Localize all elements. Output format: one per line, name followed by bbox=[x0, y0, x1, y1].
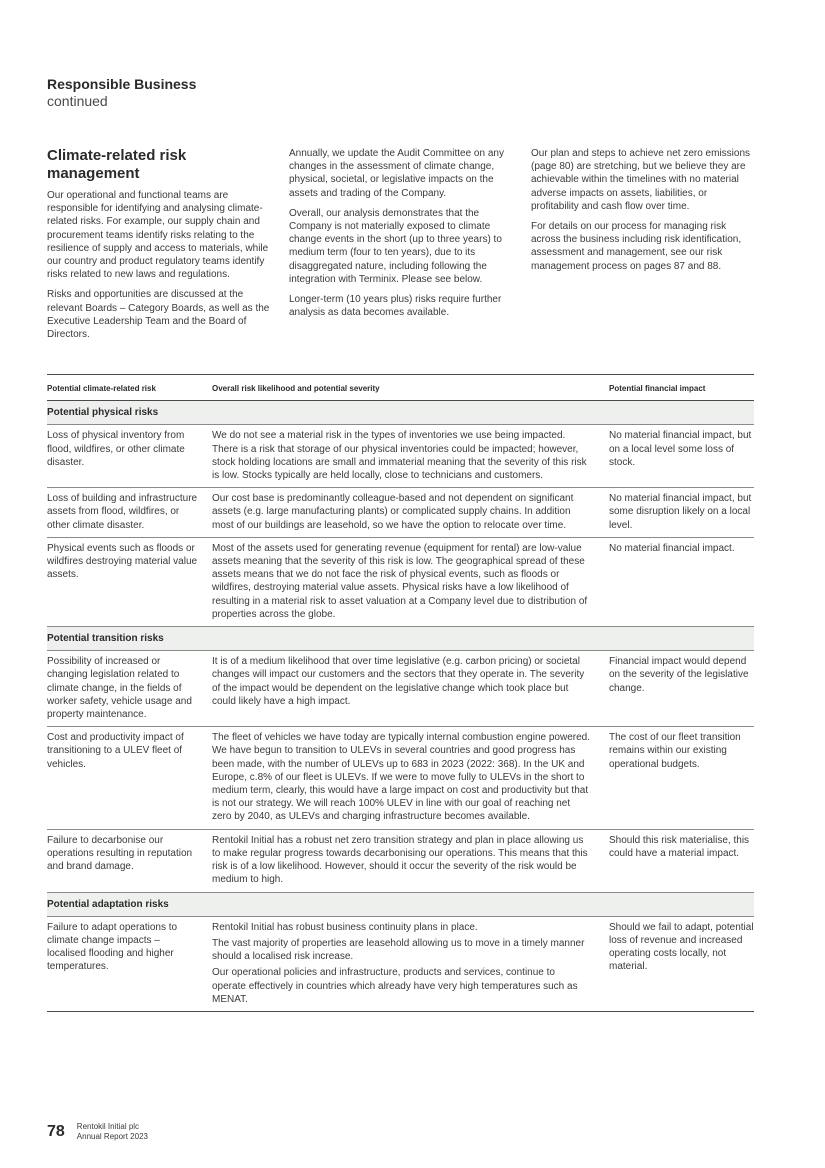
intro-column-2 bbox=[289, 147, 509, 326]
column-header-impact: Potential financial impact bbox=[609, 375, 754, 401]
paragraph: Overall, our analysis demonstrates that the Company is not materially exposed to climate change events in the short (up to three years) to medium term (four to ten years), due to its disaggregated nature, including following the integration with Terminix. Please see below. bbox=[289, 207, 502, 285]
impact-cell: Should we fail to adapt, potential loss of revenue and increased operating costs locally, not material. bbox=[609, 916, 754, 1011]
category-row-adaptation bbox=[47, 892, 754, 916]
severity-paragraph: Our operational policies and infrastructure, products and services, continue to operate effectively in countries which already have very high temperatures such as MENAT. bbox=[212, 967, 578, 1005]
category-label: Potential physical risks bbox=[47, 401, 754, 425]
climate-risk-table bbox=[47, 374, 754, 1012]
paragraph: Annually, we update the Audit Committee on any changes in the assessment of climate change, physical, societal, or legislative impacts on the assets and trading of the Company. bbox=[289, 148, 504, 199]
paragraph: For details on our process for managing risk across the business including risk identification, assessment and management, see our risk management process on pages 87 and 88. bbox=[531, 221, 742, 272]
severity-cell bbox=[212, 651, 609, 727]
severity-paragraph: It is of a medium likelihood that over time legislative (e.g. carbon pricing) or societal changes will impact our customers and the sectors that they operate in. The severity of the impact would be dependent on the legislative change which took place but could likely have a high impact. bbox=[212, 656, 585, 707]
impact-cell: The cost of our fleet transition remains within our existing operational budgets. bbox=[609, 727, 754, 829]
severity-paragraph: Rentokil Initial has a robust net zero transition strategy and plan in place allowing us to make regular progress towards decarbonising our operations. This means that this risk is of a low likelihood. However, should it occur the severity of the risk would be medium to high. bbox=[212, 834, 588, 886]
company-name: Rentokil Initial plc bbox=[76, 1122, 140, 1131]
table-row bbox=[47, 651, 754, 727]
paragraph: Risks and opportunities are discussed at the relevant Boards – Category Boards, as well as the Executive Leadership Team and the Board of Directors. bbox=[47, 289, 270, 341]
impact-cell: Should this risk materialise, this could have a material impact. bbox=[609, 829, 754, 892]
table-row bbox=[47, 829, 754, 892]
severity-paragraph: The vast majority of properties are leasehold allowing us to move in a timely manner should a localised risk increase. bbox=[212, 937, 585, 963]
table-row bbox=[47, 488, 754, 538]
intro-column-3 bbox=[531, 147, 753, 280]
footer-company-info bbox=[77, 1122, 148, 1142]
severity-cell bbox=[212, 425, 609, 488]
risk-cell: Loss of physical inventory from flood, wildfires, or other climate disaster. bbox=[47, 425, 212, 488]
report-name: Annual Report 2023 bbox=[76, 1132, 148, 1141]
severity-cell bbox=[212, 727, 609, 829]
risk-cell: Possibility of increased or changing legislation related to climate change, in the fields of worker safety, vehicle usage and property maintenance. bbox=[47, 651, 212, 727]
impact-cell: No material financial impact, but on a local level some loss of stock. bbox=[609, 425, 754, 488]
paragraph: Our plan and steps to achieve net zero emissions (page 80) are stretching, but we believe they are achievable within the timelines with no material adverse impacts on assets, liabilities, or profitability and cash flow over time. bbox=[531, 148, 751, 212]
category-row-physical bbox=[47, 401, 754, 425]
risk-cell: Loss of building and infrastructure assets from flood, wildfires, or other climate disaster. bbox=[47, 488, 212, 538]
risk-cell: Physical events such as floods or wildfires destroying material value assets. bbox=[47, 537, 212, 626]
impact-cell: No material financial impact, but some disruption likely on a local level. bbox=[609, 488, 754, 538]
severity-paragraph: We do not see a material risk in the types of inventories we use being impacted. There is a risk that storage of our physical inventories could be impacted; however, stock holding locations are small and immaterial meaning that the severity of this risk is low. Stocks typically are held locally, close to technicians and customers. bbox=[212, 430, 587, 482]
header-subtitle: continued bbox=[47, 93, 108, 109]
risk-cell: Failure to decarbonise our operations resulting in reputation and brand damage. bbox=[47, 829, 212, 892]
severity-cell bbox=[212, 916, 609, 1011]
paragraph: Longer-term (10 years plus) risks require further analysis as data becomes available. bbox=[289, 294, 502, 319]
category-label: Potential transition risks bbox=[47, 627, 754, 651]
page-footer bbox=[47, 1122, 148, 1142]
section-title: Climate-related risk management bbox=[47, 147, 187, 182]
table-row bbox=[47, 425, 754, 488]
table-row bbox=[47, 916, 754, 1011]
column-header-risk: Potential climate-related risk bbox=[47, 375, 212, 401]
table-row bbox=[47, 727, 754, 829]
impact-cell: Financial impact would depend on the severity of the legislative change. bbox=[609, 651, 754, 727]
risk-cell: Cost and productivity impact of transitioning to a ULEV fleet of vehicles. bbox=[47, 727, 212, 829]
severity-paragraph: Most of the assets used for generating revenue (equipment for rental) are low-value assets meaning that the severity of this risk is low. The geographical spread of these assets means that we do not face the risk of physical events, such as floods or wildfires, destroying material value assets. Physical risks have a low likelihood of resulting in a material risk to asset valuation at a Company level due to distribution of properties across the globe. bbox=[212, 542, 588, 620]
category-label: Potential adaptation risks bbox=[47, 892, 754, 916]
severity-paragraph: The fleet of vehicles we have today are typically internal combustion engine powered. We have begun to transition to ULEVs in several countries and good progress has been made, with the number of ULEVs up to 683 in 2023 (2022: 368). In the UK and Europe, c.8% of our fleet is ULEVs. If we were to move fully to ULEVs in the short to medium term, clearly, this would have a large impact on cost and productivity but that is not our strategy. We will reach 100% ULEV in line with our goal of reaching net zero by 2040, as ULEVs and charging infrastructure becomes available. bbox=[212, 732, 590, 823]
severity-paragraph: Our cost base is predominantly colleague-based and not dependent on significant assets (e.g. large manufacturing plants) or complicated supply chains. In addition most of our buildings are leasehold, so we have the option to relocate over time. bbox=[212, 493, 574, 531]
column-header-severity: Overall risk likelihood and potential severity bbox=[212, 375, 609, 401]
header-title: Responsible Business bbox=[47, 76, 197, 92]
risk-cell: Failure to adapt operations to climate change impacts – localised flooding and higher temperatures. bbox=[47, 916, 212, 1011]
table-row bbox=[47, 537, 754, 626]
page-header bbox=[47, 76, 196, 110]
severity-cell bbox=[212, 829, 609, 892]
category-row-transition bbox=[47, 627, 754, 651]
severity-cell bbox=[212, 537, 609, 626]
page-number: 78 bbox=[47, 1123, 65, 1140]
paragraph: Our operational and functional teams are responsible for identifying and analysing climate-related risks. For example, our supply chain and procurement teams identify risks relating to the resilience of supply and access to materials, while our country and product regulatory teams identify risks related to new laws and regulations. bbox=[47, 190, 269, 281]
intro-column-1 bbox=[47, 147, 272, 348]
severity-paragraph: Rentokil Initial has robust business continuity plans in place. bbox=[212, 921, 478, 933]
impact-cell: No material financial impact. bbox=[609, 537, 754, 626]
table-header-row bbox=[47, 375, 754, 401]
severity-cell bbox=[212, 488, 609, 538]
